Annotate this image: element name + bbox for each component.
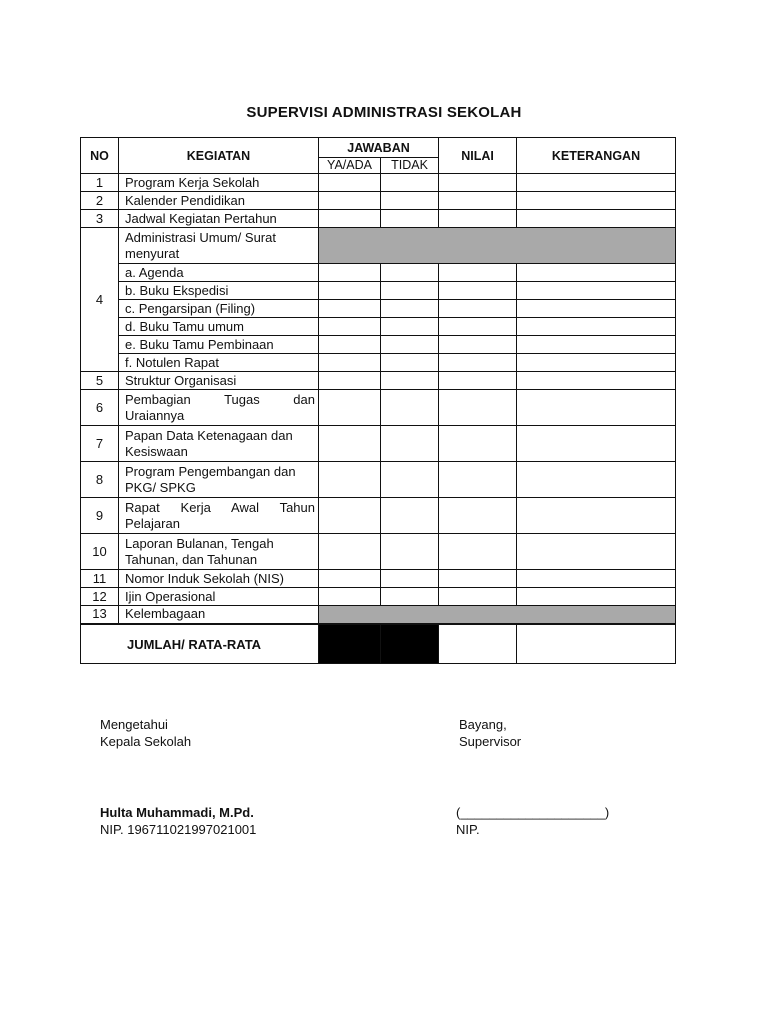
- cell-keterangan[interactable]: [517, 264, 676, 282]
- cell-nilai[interactable]: [439, 588, 517, 606]
- cell-tidak[interactable]: [381, 570, 439, 588]
- header-jawaban: JAWABAN: [319, 138, 439, 158]
- cell-keterangan[interactable]: [517, 192, 676, 210]
- header-nilai: NILAI: [439, 138, 517, 174]
- row-activity: [119, 534, 319, 570]
- row-activity-line: Tahunan, dan Tahunan: [125, 551, 258, 567]
- cell-ya-ada[interactable]: [319, 264, 381, 282]
- cell-ya-ada[interactable]: [319, 462, 381, 498]
- cell-keterangan[interactable]: [517, 372, 676, 390]
- cell-nilai[interactable]: [439, 192, 517, 210]
- supervisor-name-blank: (____________________): [456, 805, 610, 820]
- cell-keterangan[interactable]: [517, 174, 676, 192]
- cell-tidak[interactable]: [381, 282, 439, 300]
- cell-keterangan[interactable]: [517, 534, 676, 570]
- cell-tidak[interactable]: [381, 264, 439, 282]
- cell-nilai[interactable]: [439, 372, 517, 390]
- cell-nilai[interactable]: [439, 534, 517, 570]
- cell-ya-ada[interactable]: [319, 426, 381, 462]
- cell-tidak[interactable]: [381, 336, 439, 354]
- cell-ya-ada[interactable]: [319, 534, 381, 570]
- cell-keterangan[interactable]: [517, 282, 676, 300]
- table-row: [81, 282, 676, 300]
- cell-keterangan[interactable]: [517, 210, 676, 228]
- row-activity-line: PKG/ SPKG: [125, 479, 196, 495]
- left-signature-block: [100, 716, 191, 750]
- row-activity: Kelembagaan: [119, 606, 319, 624]
- row-activity-line: Rapat Kerja Awal Tahun: [125, 499, 315, 515]
- cell-nilai[interactable]: [439, 318, 517, 336]
- cell-nilai[interactable]: [439, 462, 517, 498]
- row-activity: [119, 498, 319, 534]
- table-row: [81, 192, 676, 210]
- cell-keterangan[interactable]: [517, 462, 676, 498]
- sub-item: c. Pengarsipan (Filing): [119, 300, 319, 318]
- cell-tidak[interactable]: [381, 192, 439, 210]
- row-number: 7: [81, 426, 119, 462]
- sub-item: e. Buku Tamu Pembinaan: [119, 336, 319, 354]
- row-activity-line: Pelajaran: [125, 515, 180, 531]
- cell-tidak[interactable]: [381, 588, 439, 606]
- cell-ya-ada[interactable]: [319, 498, 381, 534]
- row-activity-line: Kesiswaan: [125, 443, 188, 459]
- table-row: [81, 372, 676, 390]
- acknowledge-label: Mengetahui: [100, 717, 168, 732]
- row-activity-line: Uraiannya: [125, 407, 185, 423]
- row-activity-line: Papan Data Ketenagaan dan: [125, 427, 293, 443]
- cell-tidak[interactable]: [381, 498, 439, 534]
- cell-keterangan[interactable]: [517, 426, 676, 462]
- cell-nilai[interactable]: [439, 426, 517, 462]
- blacked-cell: [381, 624, 439, 664]
- principal-name: Hulta Muhammadi, M.Pd.: [100, 805, 254, 820]
- row-number: 11: [81, 570, 119, 588]
- cell-keterangan[interactable]: [517, 570, 676, 588]
- table-row: [81, 354, 676, 372]
- row-activity-line: Administrasi Umum/ Surat: [125, 229, 276, 245]
- cell-keterangan[interactable]: [517, 390, 676, 426]
- cell-keterangan[interactable]: [517, 336, 676, 354]
- cell-tidak[interactable]: [381, 174, 439, 192]
- cell-ya-ada[interactable]: [319, 318, 381, 336]
- row-activity-line: Pembagian Tugas dan: [125, 391, 315, 407]
- cell-tidak[interactable]: [381, 354, 439, 372]
- cell-nilai[interactable]: [439, 282, 517, 300]
- cell-nilai-total[interactable]: [439, 624, 517, 664]
- table-row: [81, 498, 676, 534]
- table-row: [81, 300, 676, 318]
- cell-tidak[interactable]: [381, 390, 439, 426]
- principal-nip: NIP. 196711021997021001: [100, 822, 257, 837]
- row-activity: Program Kerja Sekolah: [119, 174, 319, 192]
- place-label: Bayang,: [459, 717, 507, 732]
- table-row: [81, 534, 676, 570]
- cell-nilai[interactable]: [439, 300, 517, 318]
- row-number: 13: [81, 606, 119, 624]
- supervision-table: [80, 137, 676, 664]
- row-number: 8: [81, 462, 119, 498]
- row-activity: Nomor Induk Sekolah (NIS): [119, 570, 319, 588]
- table-row: [81, 264, 676, 282]
- table-row: [81, 462, 676, 498]
- header-keterangan: KETERANGAN: [517, 138, 676, 174]
- cell-nilai[interactable]: [439, 174, 517, 192]
- row-activity: Kalender Pendidikan: [119, 192, 319, 210]
- row-activity: Ijin Operasional: [119, 588, 319, 606]
- cell-ya-ada[interactable]: [319, 300, 381, 318]
- row-activity: [119, 228, 319, 264]
- cell-tidak[interactable]: [381, 318, 439, 336]
- row-number: 1: [81, 174, 119, 192]
- table-row: [81, 606, 676, 624]
- table-row: [81, 570, 676, 588]
- row-activity: [119, 426, 319, 462]
- row-number: 10: [81, 534, 119, 570]
- cell-tidak[interactable]: [381, 426, 439, 462]
- cell-tidak[interactable]: [381, 462, 439, 498]
- row-number: 5: [81, 372, 119, 390]
- table-row: [81, 210, 676, 228]
- cell-keterangan[interactable]: [517, 318, 676, 336]
- cell-keterangan-total[interactable]: [517, 624, 676, 664]
- row-activity: Struktur Organisasi: [119, 372, 319, 390]
- supervisor-title: Supervisor: [459, 734, 522, 749]
- cell-keterangan[interactable]: [517, 300, 676, 318]
- table-row: [81, 318, 676, 336]
- cell-nilai[interactable]: [439, 390, 517, 426]
- cell-nilai[interactable]: [439, 354, 517, 372]
- cell-tidak[interactable]: [381, 534, 439, 570]
- total-label: JUMLAH/ RATA-RATA: [81, 624, 319, 664]
- supervisor-nip: NIP.: [456, 822, 480, 837]
- row-activity: [119, 462, 319, 498]
- row-activity: Jadwal Kegiatan Pertahun: [119, 210, 319, 228]
- table-row: [81, 390, 676, 426]
- cell-nilai[interactable]: [439, 210, 517, 228]
- header-no: NO: [81, 138, 119, 174]
- cell-ya-ada[interactable]: [319, 588, 381, 606]
- cell-ya-ada[interactable]: [319, 174, 381, 192]
- cell-nilai[interactable]: [439, 570, 517, 588]
- row-number: 2: [81, 192, 119, 210]
- shaded-cell: [319, 606, 676, 624]
- row-number: 12: [81, 588, 119, 606]
- principal-title: Kepala Sekolah: [100, 734, 192, 749]
- sub-item: d. Buku Tamu umum: [119, 318, 319, 336]
- right-signer: [456, 804, 609, 838]
- table-row: [81, 228, 676, 264]
- table-row: [81, 588, 676, 606]
- sub-item: b. Buku Ekspedisi: [119, 282, 319, 300]
- cell-ya-ada[interactable]: [319, 354, 381, 372]
- cell-ya-ada[interactable]: [319, 336, 381, 354]
- row-activity: [119, 390, 319, 426]
- cell-ya-ada[interactable]: [319, 390, 381, 426]
- sub-item: a. Agenda: [119, 264, 319, 282]
- row-number: 4: [81, 228, 119, 372]
- cell-ya-ada[interactable]: [319, 282, 381, 300]
- blacked-cell: [319, 624, 381, 664]
- table-row: [81, 336, 676, 354]
- cell-nilai[interactable]: [439, 264, 517, 282]
- row-number: 6: [81, 390, 119, 426]
- cell-ya-ada[interactable]: [319, 372, 381, 390]
- table-row: [81, 174, 676, 192]
- cell-ya-ada[interactable]: [319, 570, 381, 588]
- header-kegiatan: KEGIATAN: [119, 138, 319, 174]
- cell-keterangan[interactable]: [517, 588, 676, 606]
- header-tidak: TIDAK: [381, 158, 439, 174]
- row-activity-line: Laporan Bulanan, Tengah: [125, 535, 274, 551]
- right-signature-block: [459, 716, 521, 750]
- left-signer: [100, 804, 256, 838]
- cell-tidak[interactable]: [381, 300, 439, 318]
- cell-tidak[interactable]: [381, 210, 439, 228]
- cell-keterangan[interactable]: [517, 354, 676, 372]
- row-number: 9: [81, 498, 119, 534]
- total-row: [81, 624, 676, 664]
- document-title: SUPERVISI ADMINISTRASI SEKOLAH: [246, 104, 522, 121]
- row-number: 3: [81, 210, 119, 228]
- cell-ya-ada[interactable]: [319, 210, 381, 228]
- cell-ya-ada[interactable]: [319, 192, 381, 210]
- shaded-cell: [319, 228, 676, 264]
- cell-nilai[interactable]: [439, 498, 517, 534]
- cell-tidak[interactable]: [381, 372, 439, 390]
- sub-item: f. Notulen Rapat: [119, 354, 319, 372]
- cell-nilai[interactable]: [439, 336, 517, 354]
- table-row: [81, 426, 676, 462]
- header-ya-ada: YA/ADA: [319, 158, 381, 174]
- row-activity-line: Program Pengembangan dan: [125, 463, 296, 479]
- row-activity-line: menyurat: [125, 245, 180, 261]
- cell-keterangan[interactable]: [517, 498, 676, 534]
